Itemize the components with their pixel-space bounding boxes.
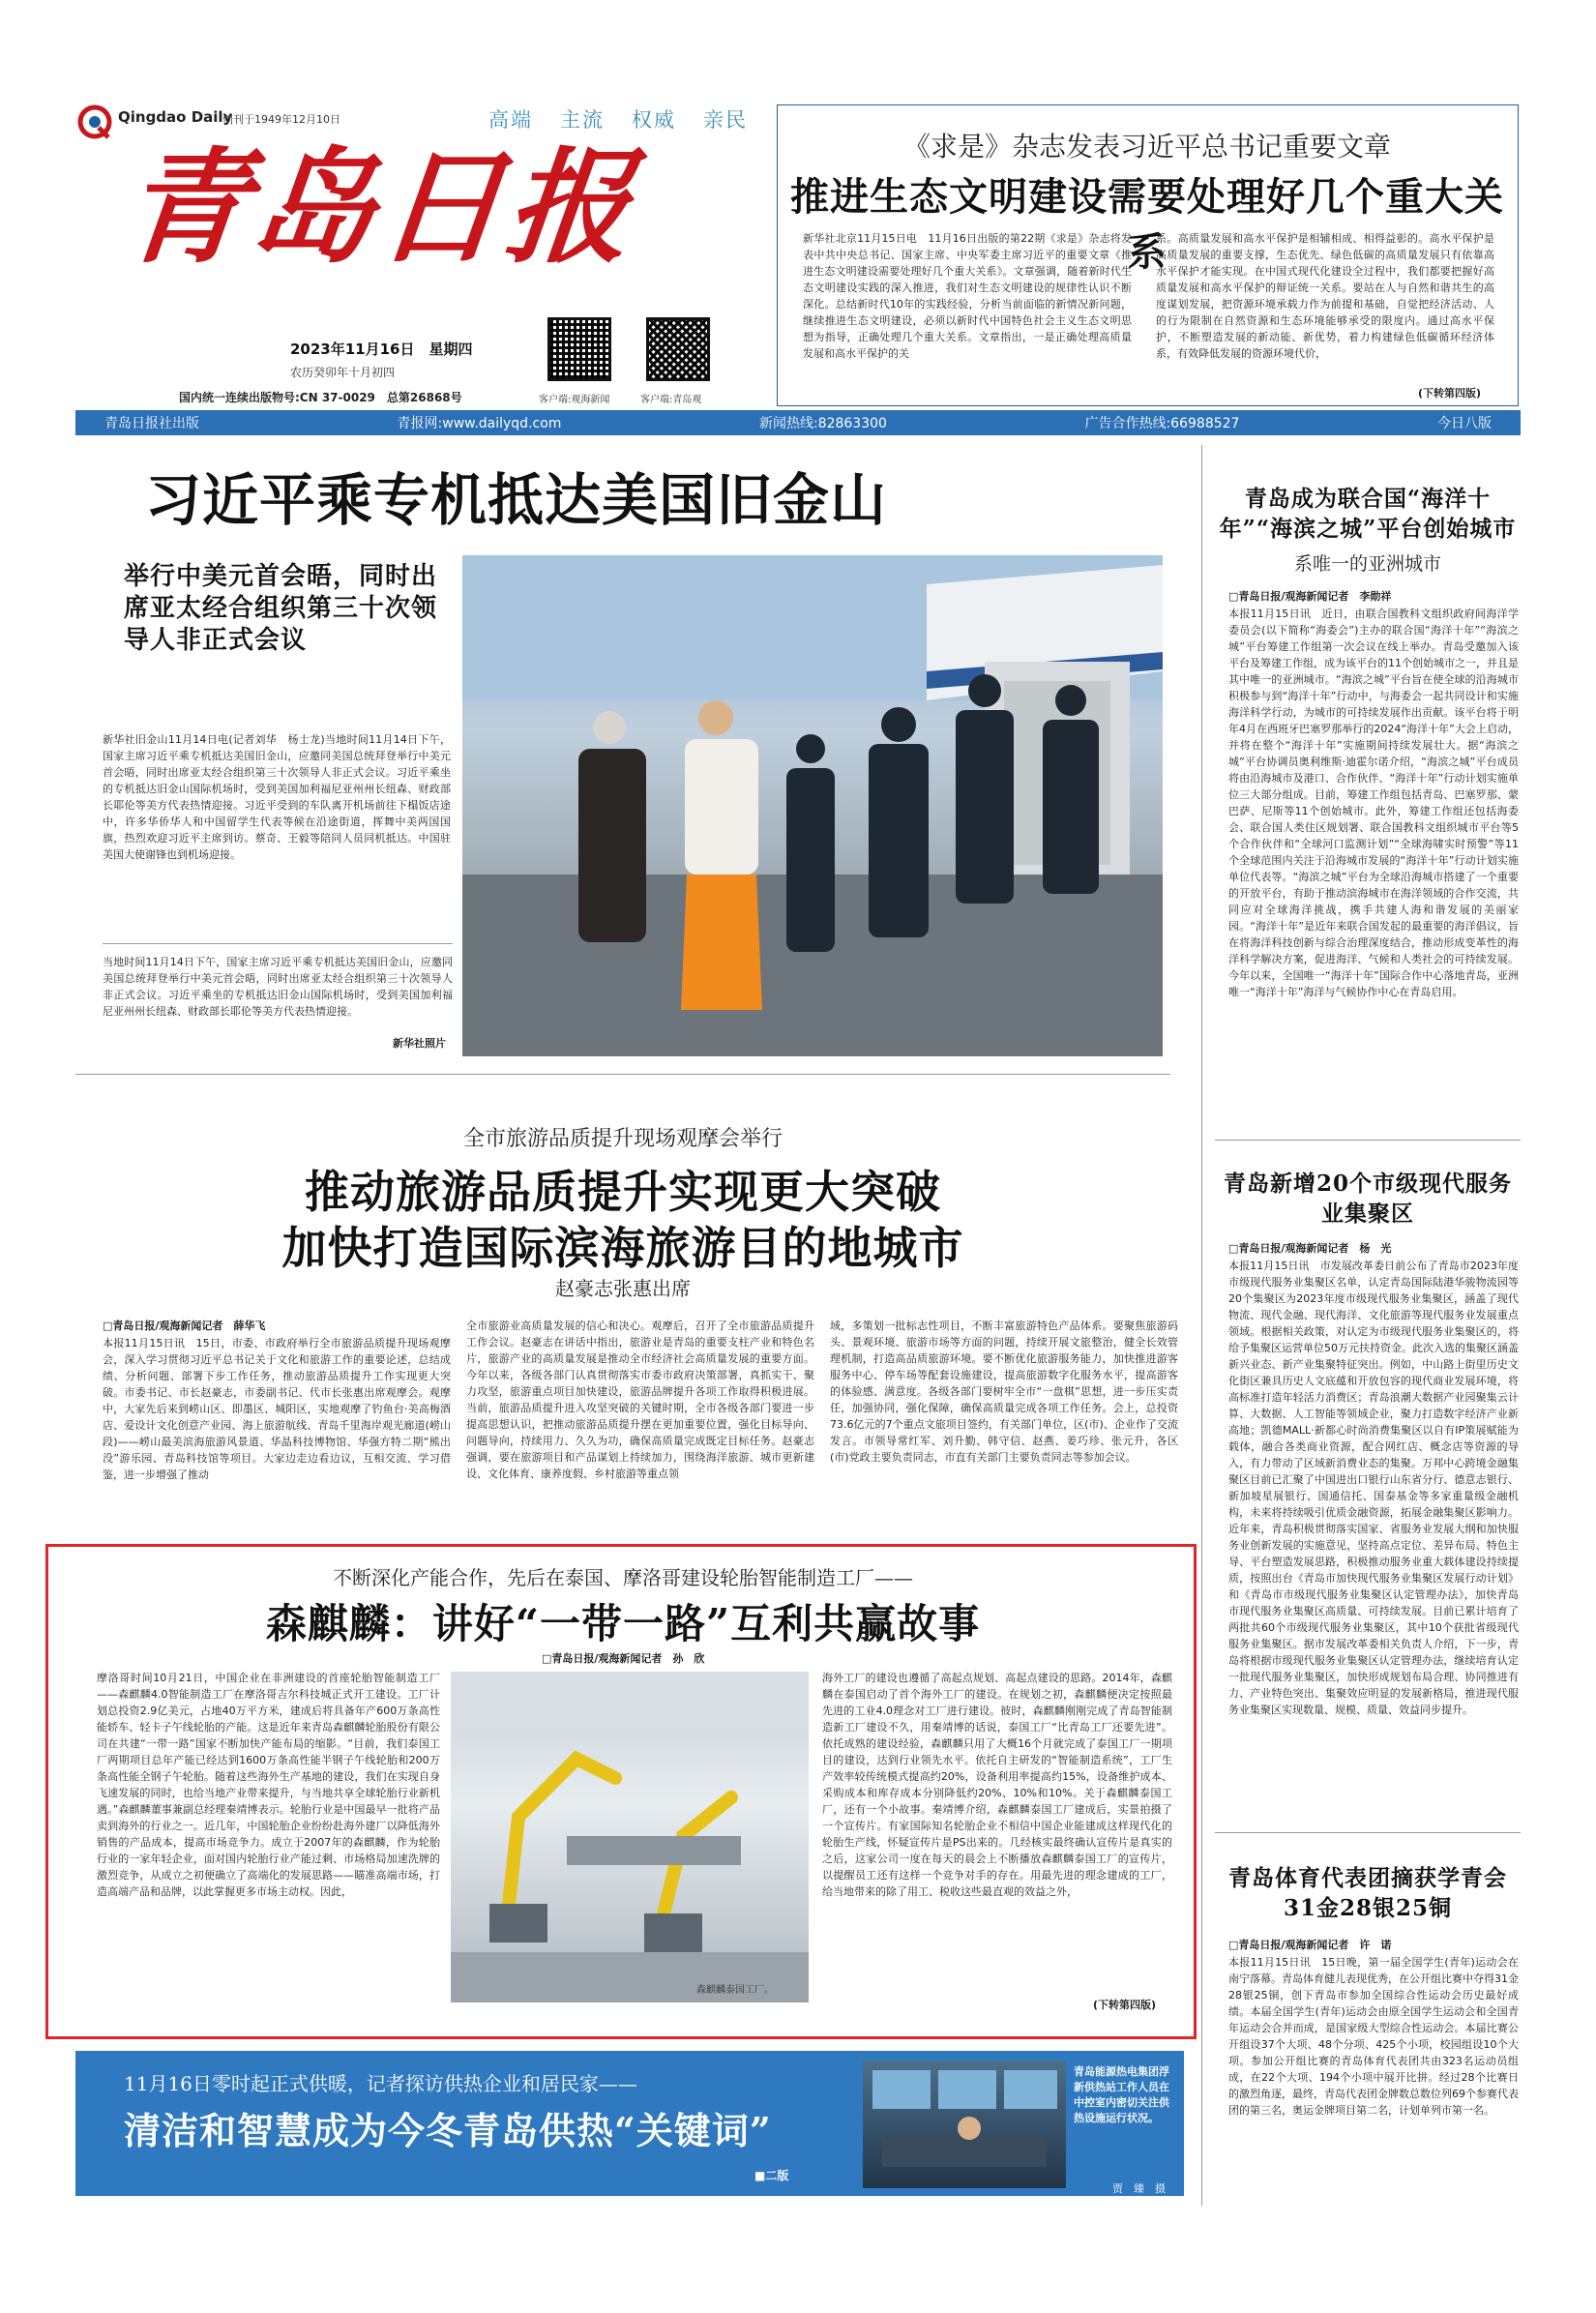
column-divider <box>1201 445 1202 2206</box>
banner-credit: 贾 臻 摄 <box>1112 2182 1166 2195</box>
masthead-slogan <box>488 104 750 133</box>
ad-hotline: 广告合作热线:66988527 <box>1084 416 1240 431</box>
divider <box>1215 1140 1521 1141</box>
profile-col1: 摩洛哥时间10月21日，中国企业在非洲建设的首座轮胎智能制造工厂——森麒麟4.0智能制造工厂在摩洛哥吉尔科技城正式开工建设。工厂计划总投资2.9亿美元，占地40万平方米，建成后将具备年产600万条高性能轿车、轻卡子午线轮胎的产能。这是近年来青岛森麒麟轮胎股份有限公司在共建“一带一路”国家不断加快产能布局的缩影。“目前，我们泰国工厂两期项目总年产能已经达到1600万条高性能半钢子午线轮胎和200万条高性能全钢子午轮胎。随着这些海外生产基地的建设，我们在实现自身飞速发展的同时，也给当地产业带来提升，与当地共享全球轮胎行业新机遇。”森麒麟董事兼副总经理秦靖博表示。轮胎行业是中国最早一批将产品卖到海外的行业之一。近几年，中国轮胎企业纷纷赴海外建厂以降低海外销售的产品成本，提高市场竞争力。成立于2007年的森麒麟，作为轮胎行业的一家年轻企业，面对国内轮胎行业产能过剩、市场格局加速洗牌的激烈竞争，从成立之初便确立了高端化的发展思路——瞄准高端市场，打造高端产品和品牌，以此掌握更多市场主动权。因此， <box>97 1672 440 1898</box>
tourism-kicker: 全市旅游品质提升现场观摩会举行 <box>462 1127 783 1151</box>
qingdao-daily-logo-icon <box>77 104 112 139</box>
profile-col2: 海外工厂的建设也遵循了高起点规划、高起点建设的思路。2014年，森麒麟在泰国启动了首个海外工厂的建设。在规划之初，森麒麟便决定按照最先进的工业4.0理念对工厂进行建设。彼时，森麒麟刚刚完成了青岛智能制造新工厂建设不久，用秦靖博的话说，泰国工厂“比青岛工厂还要先进”。依托成熟的建设经验，森麒麟只用了大概16个月就完成了泰国工厂一期项目的建设，达到行业领先水平。依托自主研发的“智能制造系统”，工厂生产效率较传统模式提高约20%，设备利用率提高约15%，设备维护成本、采购成本和库存成本分别降低约20%、10%和10%。关于森麒麟泰国工厂，还有一个小故事。秦靖博介绍，森麒麟泰国工厂建成后，实景拍摄了一个宣传片。有家国际知名轮胎企业不相信中国企业能建成这样现代化的轮胎生产线，怀疑宣传片是PS出来的。几经核实最终确认宣传片是真实的之后，这家公司一度在每天的晨会上不断播放森麒麟泰国工厂的宣传片，以提醒员工还有这样一个竞争对手的存在。用最先进的理念建成的工厂，给当地带来的除了用工、税收这些最直观的效益之外， <box>822 1672 1172 1898</box>
masthead-founded: 创刊于1949年12月10日 <box>222 113 340 126</box>
sidebar1-headline[interactable]: 青岛成为联合国“海洋十年”“海滨之城”平台创始城市 <box>1219 486 1517 542</box>
website-link[interactable]: 青报网:www.dailyqd.com <box>397 416 562 431</box>
lead-photo[interactable] <box>462 555 1163 1056</box>
divider <box>75 1074 1170 1075</box>
tourism-headline-2[interactable]: 加快打造国际滨海旅游目的地城市 <box>281 1222 964 1274</box>
slogan-word: 亲民 <box>703 108 748 132</box>
sidebar3-byline: □青岛日报/观海新闻记者 许 诺 <box>1228 1939 1392 1951</box>
divider <box>1215 1832 1521 1833</box>
sidebar3-headline[interactable]: 青岛体育代表团摘获学青会31金28银25铜 <box>1228 1865 1507 1921</box>
sidebar1-body: 本报11月15日讯 近日，由联合国教科文组织政府间海洋学委员会(以下简称“海委会”)主办的联合国“海洋十年”“海滨之城”平台筹建工作组第一次会议在线上举办。青岛受邀加入该平台及筹建工作组，成为该平台的11个创始城市之一，并且是其中唯一的亚洲城市。“海滨之城”平台旨在使全球的沿海城市积极参与到“海洋十年”行动中，与海委会一起共同设计和实施海洋科学行动，为城市的可持续发展作出贡献。该平台将于明年4月在西班牙巴塞罗那举行的2024“海洋十年”大会上启动，并将在整个“海洋十年”实施期间持续发展壮大。据“海滨之城”平台协调员奥利维斯·迪霍尔诺介绍，“海滨之城”平台成员将由沿海城市及港口、合作伙伴、“海洋十年”行动计划实施单位三大部分组成。目前，筹建工作组包括青岛、巴塞罗那、蒙巴萨、尼斯等11个创始城市。此外，筹建工作组还包括海委会、联合国人类住区规划署、联合国教科文组织城市平台等5个合作伙伴和“全球河口监测计划”“全球海啸实时预警”等11个全球范围内关注于沿海城市发展的“海洋十年”行动计划实施单位代表等。“海滨之城”平台为全球沿海城市搭建了一个重要的开放平台，有助于推动滨海城市在海洋领域的合作交流，共同应对全球海洋挑战，携手共建人海和谐发展的美丽家园。“海洋十年”是近年来联合国发起的最重要的海洋倡议，旨在将海洋科技创新与综合治理深度结合，推动形成变革性的海洋科学解决方案，促进海洋、气候和人类社会的可持续发展。今年以来，全国唯一“海洋十年”国际合作中心落地青岛，亚洲唯一“海洋十年”海洋与气候协作中心在青岛启用。 <box>1228 608 1519 998</box>
banner-side-caption: 青岛能源热电集团浮新供热站工作人员在中控室内密切关注供热设施运行状况。 <box>1074 2065 1169 2124</box>
divider <box>103 943 453 944</box>
profile-headline[interactable]: 森麒麟：讲好“一带一路”互利共赢故事 <box>265 1600 981 1647</box>
profile-byline: □青岛日报/观海新闻记者 孙 欣 <box>542 1652 705 1665</box>
page-count: 今日八版 <box>1436 416 1492 431</box>
lead-headline[interactable]: 习近平乘专机抵达美国旧金山 <box>145 467 888 533</box>
tourism-col2: 全市旅游业高质量发展的信心和决心。观摩后，召开了全市旅游品质提升工作会议。赵豪志在讲话中指出，旅游业是青岛的重要支柱产业和特色名片，旅游产业的高质量发展是推动全市经济社会高质量发展的重要方面。今年以来，各级各部门认真贯彻落实市委市政府决策部署，真抓实干、聚力攻坚，旅游重点项目加快建设，旅游品牌提升各项工作取得积极进展。当前，旅游品质提升进入攻坚突破的关键时期，全市各级各部门要进一步提高思想认识，把推动旅游品质提升摆在更加重要位置，强化目标导向、问题导向，持续用力、久久为功，确保高质量完成既定目标任务。赵豪志强调，要在旅游项目和产品谋划上持续加力，围绕海洋旅游、城市更新建设、文化体育、康养度假、乡村旅游等重点领 <box>466 1320 814 1480</box>
banner-headline[interactable]: 清洁和智慧成为今冬青岛供热“关键词” <box>124 2109 772 2152</box>
masthead-title: 青岛日报 <box>116 135 642 281</box>
banner-ref[interactable]: ■二版 <box>754 2169 789 2182</box>
tourism-subhead: 赵豪志张惠出席 <box>555 1277 691 1300</box>
top-story-col1: 新华社北京11月15日电 11月16日出版的第22期《求是》杂志将发表中共中央总书记、国家主席、中央军委主席习近平的重要文章《推进生态文明建设需要处理好几个重大关系》。文章强调，随着新时代生态文明建设实践的深入推进，我们对生态文明建设的规律性认识不断深化。总结新时代10年的实践经验，分析当前面临的新情况新问题，继续推进生态文明建设，必须以新时代中国特色社会主义生态文明思想为指导，正确处理几个重大关系。文章指出，一是正确处理高质量发展和高水平保护的关 <box>803 232 1132 360</box>
masthead-date: 2023年11月16日 星期四 <box>290 341 473 358</box>
profile-continue[interactable]: (下转第四版) <box>1093 1999 1157 2011</box>
lead-subhead: 举行中美元首会晤，同时出席亚太经合组织第三十次领导人非正式会议 <box>124 562 438 655</box>
tourism-col3: 域，多策划一批标志性项目，不断丰富旅游特色产品体系。要聚焦旅游码头、景观环境、旅游市场等方面的问题，持续开展文旅整治，健全长效管理机制，打造高品质旅游环境。要不断优化旅游服务能力，加快推进游客服务中心、停车场等配套设施建设，提高旅游数字化服务水平，提高游客的体验感、满意度。各级各部门要树牢全市“一盘棋”思想，进一步压实责任，加强协同，强化保障，确保高质量完成各项工作任务。会上，总投资73.6亿元的7个重点文旅项目签约，有关部门单位，区(市)、企业作了交流发言。市领导常红军、刘升勤、韩守信、赵燕、姜巧珍、张元升，各区(市)党政主要负责同志，市直有关部门主要负责同志等参加会议。 <box>830 1320 1178 1464</box>
qr-code-icon[interactable] <box>547 317 611 381</box>
tourism-col1: 本报11月15日讯 15日，市委、市政府举行全市旅游品质提升现场观摩会，深入学习贯彻习近平总书记关于文化和旅游工作的重要论述，总结成绩、分析问题、部署下步工作任务，推动旅游品质提升工作实现更大突破。市委书记、市长赵豪志，市委副书记、代市长张惠出席观摩会。观摩中，大家先后来到崂山区、即墨区、城阳区，实地观摩了钓鱼台·美高梅酒店、爱设计文化创意产业园、海上旅游航线、青岛千里海岸观光廊道(崂山段)——崂山最美滨海旅游风景道、华晶科技博物馆、华强方特二期“熊出没”游乐园、青岛科技馆等项目。大家边走边看边议，互相交流、学习借鉴，进一步增强了推动 <box>103 1337 451 1481</box>
slogan-word: 主流 <box>560 108 605 132</box>
publisher: 青岛日报社出版 <box>104 416 199 431</box>
tourism-byline: □青岛日报/观海新闻记者 薛华飞 <box>103 1320 266 1332</box>
profile-photo-caption: 森麒麟泰国工厂。 <box>696 1985 774 1996</box>
sidebar1-subhead: 系唯一的亚洲城市 <box>1293 553 1441 575</box>
top-story-kicker[interactable]: 《求是》杂志发表习近平总书记重要文章 <box>902 131 1391 163</box>
top-story-col2: 系。高质量发展和高水平保护是相辅相成、相得益彰的。高水平保护是高质量发展的重要支撑，生态优先、绿色低碳的高质量发展只有依靠高水平保护才能实现。在中国式现代化建设全过程中，我们都要把握好高质量发展和高水平保护的辩证统一关系。要站在人与自然和谐共生的高度谋划发展，把资源环境承载力作为前提和基础，自觉把经济活动、人的行为限制在自然资源和生态环境能够承受的限度内。通过高水平保护，不断塑造发展的新动能、新优势，着力构建绿色低碳循环经济体系，有效降低发展的资源环境代价， <box>1156 232 1494 360</box>
info-bar <box>75 410 1521 435</box>
qr1-caption: 客户端:观海新闻 <box>539 395 610 405</box>
lead-caption: 当地时间11月14日下午，国家主席习近平乘专机抵达美国旧金山，应邀同美国总统拜登举行中美元首会晤，同时出席亚太经合组织第三十次领导人非正式会议。习近平乘坐的专机抵达旧金山国际机场时，受到美国加利福尼亚州州长纽森、财政部长耶伦等美方代表热情迎接。 <box>103 956 453 1018</box>
profile-photo[interactable] <box>451 1672 809 2002</box>
sidebar2-headline[interactable]: 青岛新增20个市级现代服务业集聚区 <box>1223 1171 1512 1227</box>
sidebar2-body: 本报11月15日讯 市发展改革委日前公布了青岛市2023年度市级现代服务业集聚区名单，认定青岛国际陆港华骏物流园等20个集聚区为2023年度市级现代服务业集聚区，涵盖了现代物流、现代金融、现代海洋、文化旅游等现代服务业发展重点领域。根据相关政策，对认定为市级现代服务业集聚区的，将给予集聚区运营单位50万元扶持资金。此次入选的集聚区涵盖新兴业态、新产业集聚特征突出。例如，中山路上街里历史文化街区兼具历史人文底蕴和开放包容的现代商业发展环境，将高标准打造年轻活力消费区；青岛浪潮大数据产业园聚集云计算、大数据、人工智能等领域企业，聚力打造数字经济产业新高地；凯德MALL·新都心时尚消费集聚区以自有IP策展赋能为载体，融合各类商业资源，配合网红店、概念店等资源的导入，有力带动了区域新消费业态的集聚。万邦中心跨境金融集聚区目前已汇聚了中国进出口银行山东省分行、德意志银行、新加坡星展银行、国通信托、国泰基金等多家重量级金融机构，未来将持续吸引优质金融资源，拓展金融集聚区影响力。近年来，青岛积极贯彻落实国家、省服务业发展大纲和加快服务业创新发展的实施意见，坚持高点定位、差异布局、特色主导、平台塑造发展思路，积极推动服务业重大载体建设持续提质，按照出台《青岛市加快现代服务业集聚区发展行动计划》和《青岛市市级现代服务业集聚区认定管理办法》，加快青岛市现代服务业集聚区高质量、可持续发展。目前已累计培育了两批共60个市级现代服务业集聚区，其中10个获批省级现代服务业集聚区。据市发展改革委相关负责人介绍，下一步，青岛将根据市级现代服务业集聚区认定管理办法，继续培育认定一批现代服务业集聚区，加快形成规划布局合理、协同推进有力、产业特色突出、集聚效应明显的发展新格局，推进现代服务业集聚区实现数量、规模、质量、效益同步提升。 <box>1228 1260 1519 1716</box>
photo-credit: 新华社照片 <box>393 1037 446 1050</box>
profile-kicker: 不断深化产能合作，先后在泰国、摩洛哥建设轮胎智能制造工厂—— <box>333 1566 913 1589</box>
masthead-lunar: 农历癸卯年十月初四 <box>290 366 396 379</box>
slogan-word: 权威 <box>632 108 676 132</box>
news-hotline: 新闻热线:82863300 <box>758 416 887 431</box>
top-story-continue[interactable]: (下转第四版) <box>1418 387 1482 400</box>
masthead-english-name: Qingdao Daily <box>118 108 233 126</box>
control-room-photo[interactable] <box>863 2061 1066 2188</box>
banner-kicker: 11月16日零时起正式供暖，记者探访供热企业和居民家—— <box>124 2072 637 2095</box>
sidebar2-byline: □青岛日报/观海新闻记者 杨 光 <box>1228 1242 1392 1255</box>
qr2-caption: 客户端:青岛观 <box>640 395 702 405</box>
sidebar3-body: 本报11月15日讯 15日晚，第一届全国学生(青年)运动会在南宁落幕。青岛体育健儿表现优秀，在公开组比赛中夺得31金28银25铜，创下青岛市参加全国综合性运动会历史最好成绩。本届全国学生(青年)运动会由原全国学生运动会和全国青年运动会合并而成，是国家级大型综合性运动会。本届比赛公开组设37个大项、48个分项、425个小项，校园组设10个大项。参加公开组比赛的青岛体育代表团共由323名运动员组成，在22个大项、194个小项中展开比拼。经过28个比赛日的激烈角逐，最终，青岛代表团金牌数总数位列69个参赛代表团的第三名，奥运金牌项目第二名，计划单列市第一名。 <box>1228 1956 1519 2117</box>
masthead-cn-code: 国内统一连续出版物号:CN 37-0029 总第26868号 <box>179 391 462 404</box>
slogan-word: 高端 <box>488 108 533 132</box>
lead-body: 新华社旧金山11月14日电(记者刘华 杨士龙)当地时间11月14日下午，国家主席习近平乘专机抵达美国旧金山，应邀同美国总统拜登举行中美元首会晤，同时出席亚太经合组织第三十次领导人非正式会议。习近平乘坐的专机抵达旧金山国际机场时，受到美国加利福尼亚州州长纽森、财政部长耶伦等美方代表热情迎接。习近平受到的车队离开机场前往下榻饭店途中，许多华侨华人和中国留学生代表等候在沿途街道，挥舞中美两国国旗，热烈欢迎习近平主席到访。蔡奇、王毅等陪同人员同机抵达。中国驻美国大使谢锋也到机场迎接。 <box>103 733 451 861</box>
top-story-headline[interactable]: 推进生态文明建设需要处理好几个重大关系 <box>790 174 1504 275</box>
sidebar1-byline: □青岛日报/观海新闻记者 李勋祥 <box>1228 590 1392 603</box>
qr-code-icon[interactable] <box>646 317 710 381</box>
tourism-headline-1[interactable]: 推动旅游品质提升实现更大突破 <box>305 1166 941 1218</box>
